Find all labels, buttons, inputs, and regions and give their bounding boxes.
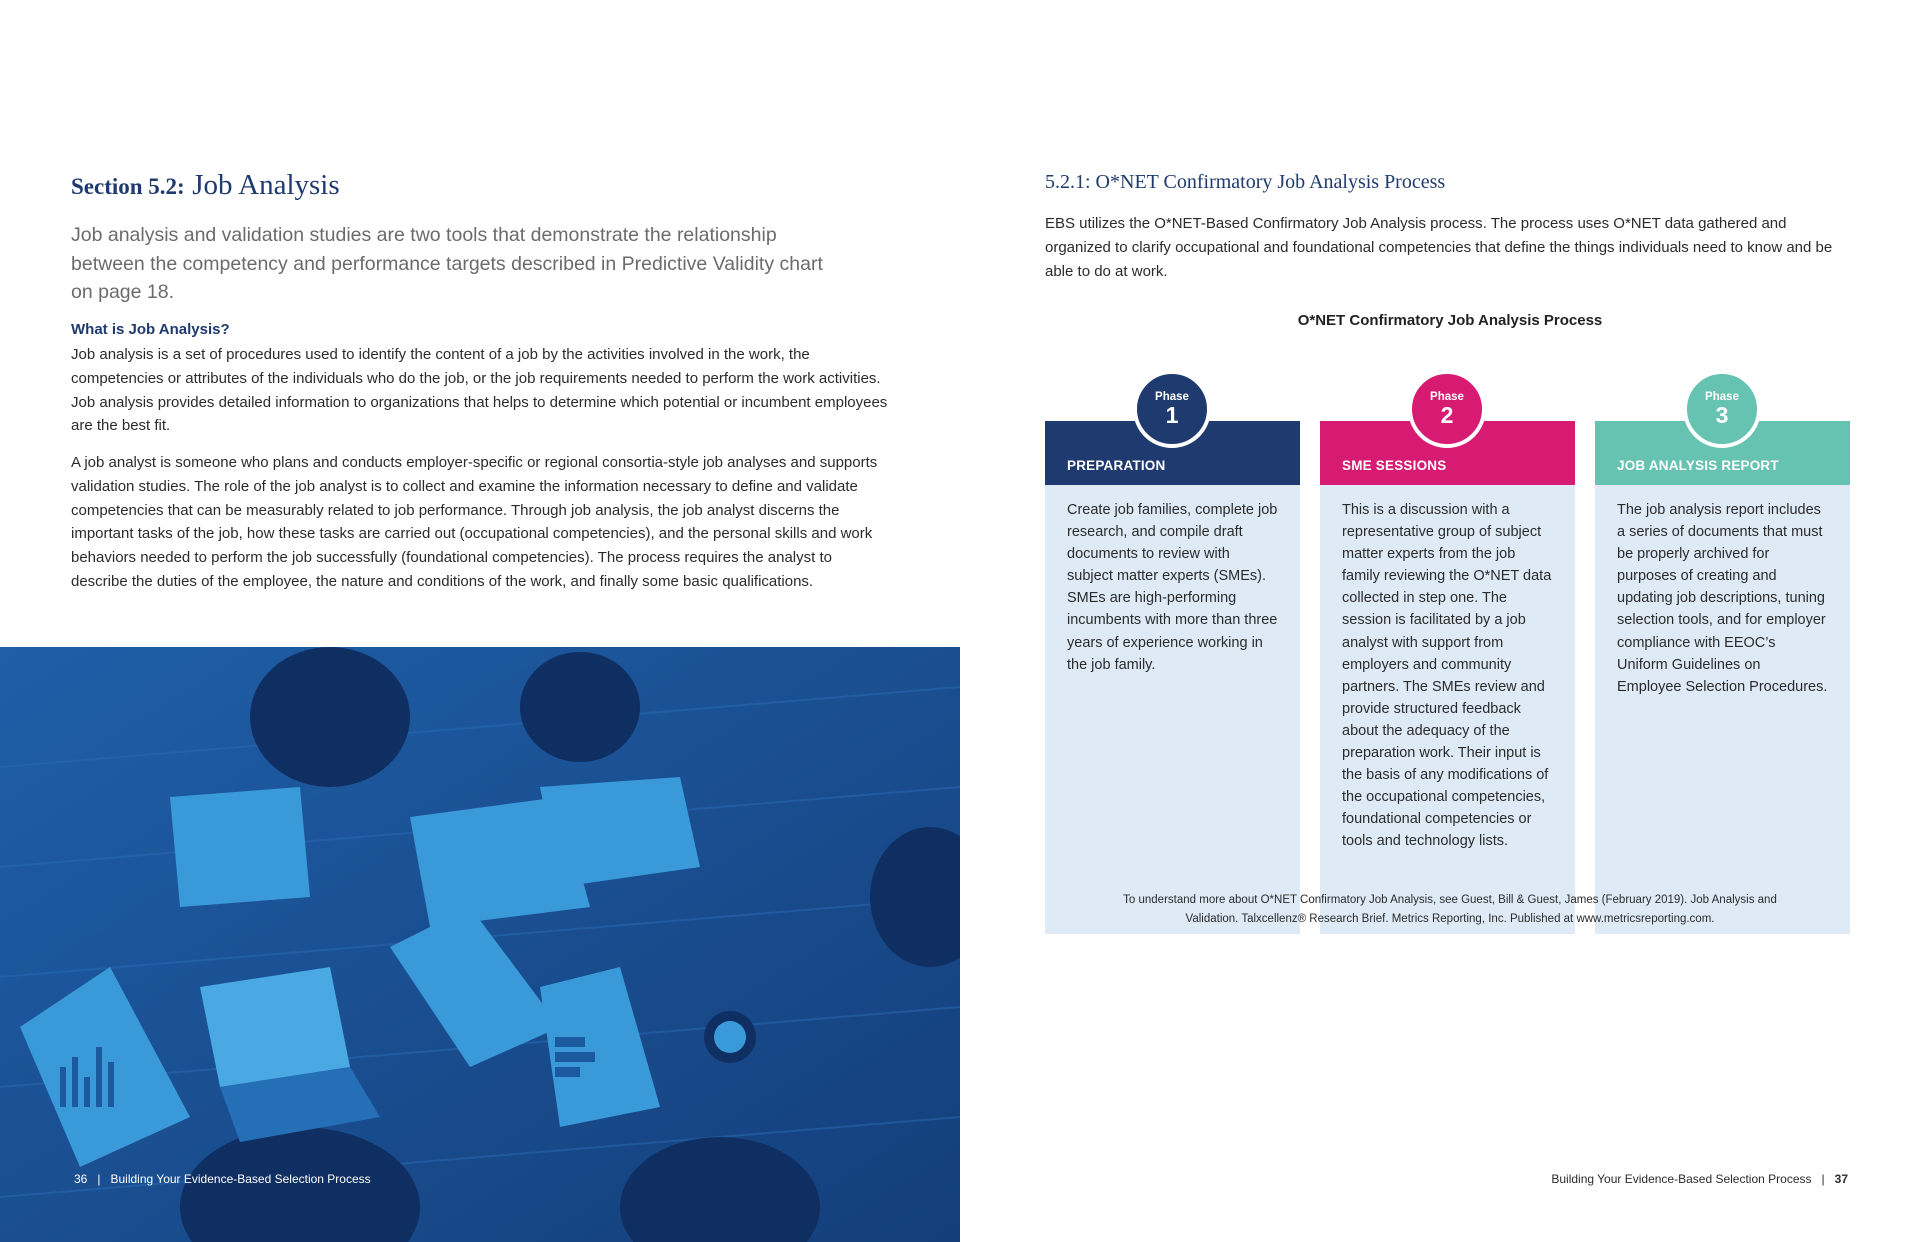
phase-1-badge bbox=[1133, 370, 1211, 448]
phase-1-column bbox=[1045, 421, 1300, 934]
section-number: Section 5.2: bbox=[71, 174, 185, 199]
phase-2-column bbox=[1320, 421, 1575, 934]
phase-3-title: JOB ANALYSIS REPORT bbox=[1617, 458, 1779, 473]
section-name: Job Analysis bbox=[192, 169, 340, 201]
phase-1-number: 1 bbox=[1165, 402, 1179, 428]
body-paragraph-1: Job analysis is a set of procedures used to identify the content of a job by the activities involved in the work, the competencies or attributes of the individuals who do the job, or the job requirements needed to perform the work activities. Job analysis provides detailed information to organizations that helps to determine which potential or incumbent employees are the best fit. bbox=[71, 346, 888, 435]
running-title-left: Building Your Evidence-Based Selection Process bbox=[110, 1172, 371, 1186]
folio-left bbox=[74, 1172, 371, 1186]
phase-2-badge bbox=[1408, 370, 1486, 448]
folio-separator: | bbox=[1821, 1172, 1825, 1186]
phase-2-label: Phase bbox=[1430, 391, 1464, 403]
phase-3-label: Phase bbox=[1705, 391, 1739, 403]
phase-1-title: PREPARATION bbox=[1067, 458, 1166, 473]
phase-3-number: 3 bbox=[1715, 402, 1729, 428]
phase-2-body: This is a discussion with a representative group of subject matter experts from the job family reviewing the O*NET data collected in step one. The session is facilitated by a job analyst with support from employers and community partners. The SMEs review and provide structured feedback about the adequacy of the preparation work. Their input is the basis of any modifications of the occupational competencies, foundational competencies or tools and technology lists. bbox=[1320, 485, 1575, 934]
lead-paragraph: Job analysis and validation studies are two tools that demonstrate the relationship between the competency and performance targets described in Predictive Validity chart on page 18. bbox=[71, 224, 823, 303]
phase-2-title: SME SESSIONS bbox=[1342, 458, 1447, 473]
phase-2-number: 2 bbox=[1440, 402, 1454, 428]
body-paragraph-2: A job analyst is someone who plans and conducts employer-specific or regional consortia-style job analyses and supports validation studies. The role of the job analyst is to collect and examine the information necessary to define and validate competencies that can be measurably related to job performance. Through job analysis, the job analyst discerns the important tasks of the job, how these tasks are carried out (occupational competencies), and the personal skills and work behaviors needed to perform the job successfully (foundational competencies). The process requires the analyst to describe the duties of the employee, the nature and conditions of the work, and finally some basic qualifications. bbox=[71, 454, 878, 590]
meeting-photo bbox=[0, 647, 960, 1242]
phase-1-label: Phase bbox=[1155, 391, 1189, 403]
phase-1-body: Create job families, complete job research, and compile draft documents to review with subject matter experts (SMEs). SMEs are high-performing incumbents with more than three years of experience working in the job family. bbox=[1045, 485, 1300, 934]
subsection-title: 5.2.1: O*NET Confirmatory Job Analysis Process bbox=[1045, 171, 1446, 193]
page-number-right: 37 bbox=[1834, 1172, 1848, 1186]
phase-3-column bbox=[1595, 421, 1850, 934]
intro-paragraph: EBS utilizes the O*NET-Based Confirmatory Job Analysis process. The process uses O*NET data gathered and organized to clarify occupational and foundational competencies that define the things individuals need to know and be able to do at work. bbox=[1045, 215, 1833, 280]
figure-title: O*NET Confirmatory Job Analysis Process bbox=[1297, 312, 1603, 329]
page-number-left: 36 bbox=[74, 1172, 88, 1186]
meeting-photo-illustration bbox=[0, 647, 960, 1242]
running-title-right: Building Your Evidence-Based Selection Process bbox=[1551, 1172, 1812, 1186]
folio-right bbox=[1551, 1172, 1848, 1186]
phase-3-badge bbox=[1683, 370, 1761, 448]
footnote: To understand more about O*NET Confirmatory Job Analysis, see Guest, Bill & Guest, James (February 2019). Job Analysis and Validation. Talxcellenz® Research Brief. Metrics Reporting, Inc. Published at www.metricsreporting.com. bbox=[1123, 894, 1777, 925]
folio-separator: | bbox=[97, 1172, 101, 1186]
phase-3-body: The job analysis report includes a series of documents that must be properly archived for purposes of creating and updating job descriptions, tuning selection tools, and for employer compliance with EEOC’s Uniform Guidelines on Employee Selection Procedures. bbox=[1595, 485, 1850, 934]
section-title bbox=[71, 168, 340, 202]
question-heading: What is Job Analysis? bbox=[71, 321, 230, 338]
